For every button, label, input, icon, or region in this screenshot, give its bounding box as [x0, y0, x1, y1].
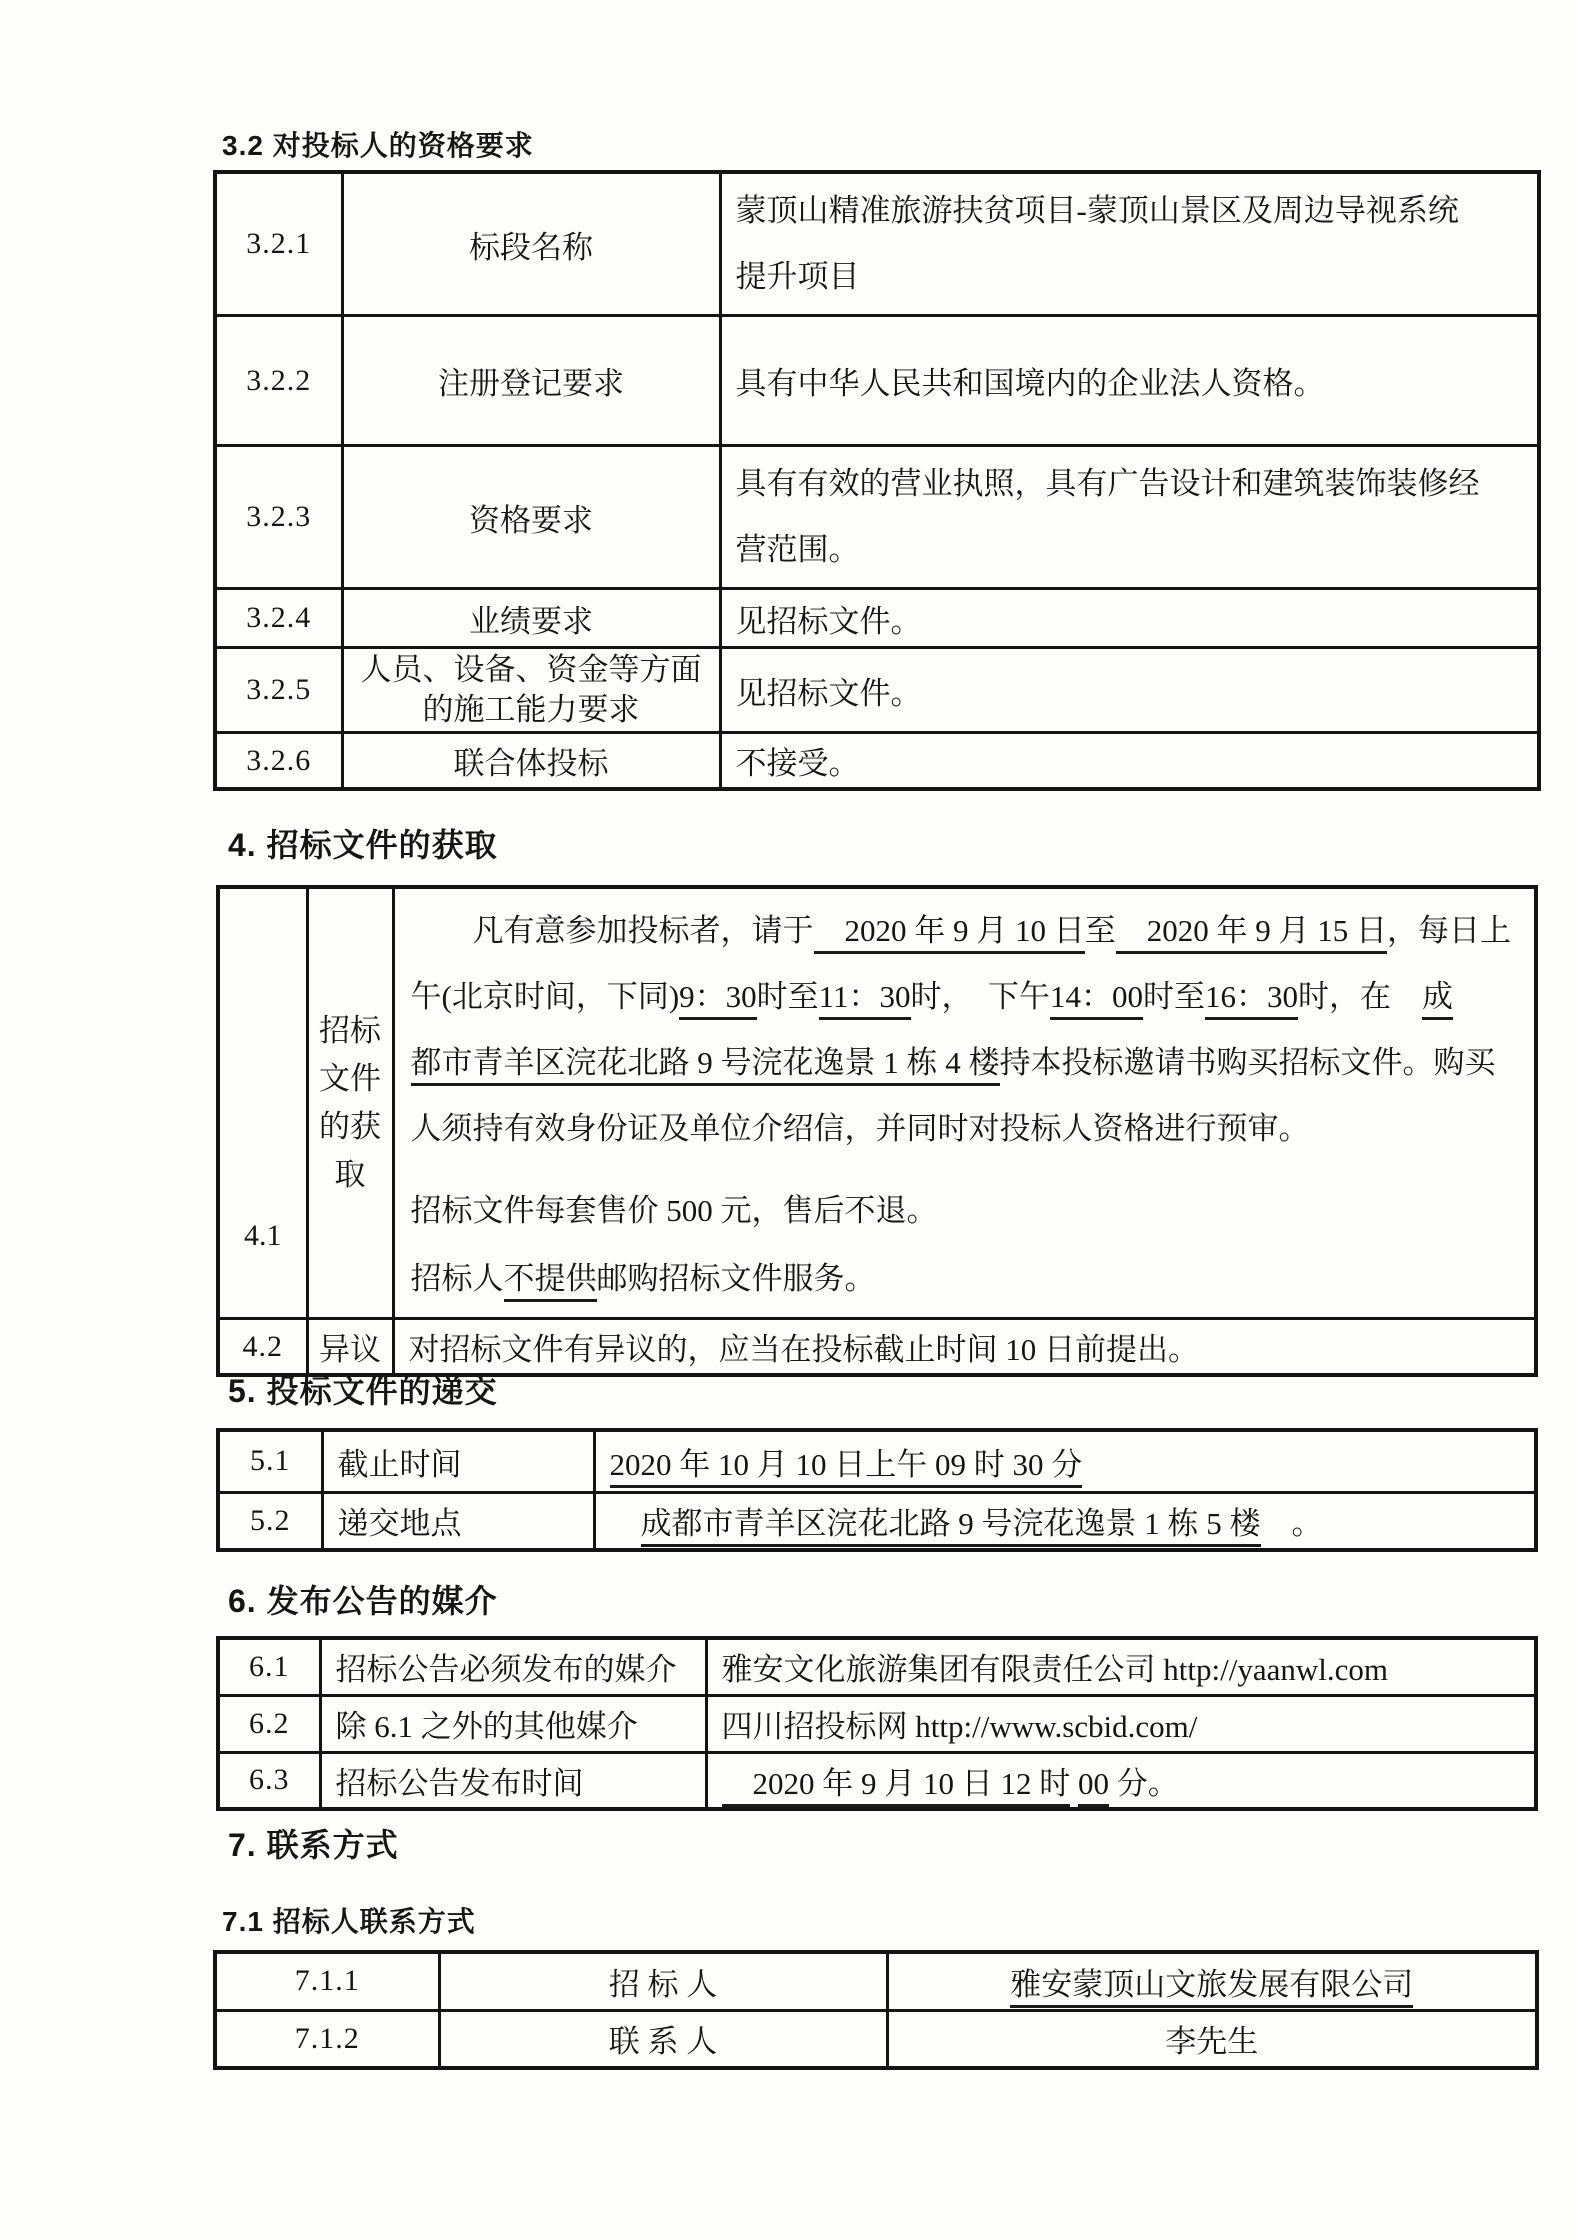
row-label-cell: 注册登记要求 — [342, 316, 720, 446]
row-content-cell: 成都市青羊区浣花北路 9 号浣花逸景 1 栋 5 楼 。 — [594, 1492, 1536, 1550]
row-number-cell: 5.2 — [218, 1492, 322, 1550]
document-acquisition-table — [216, 885, 1538, 1377]
row-number-cell: 3.2.6 — [215, 733, 342, 790]
row-number-cell: 7.1.1 — [215, 1952, 439, 2010]
table-row — [218, 1492, 1536, 1550]
table-row — [215, 446, 1539, 589]
row-number-cell: 3.2.1 — [215, 172, 342, 316]
row-label-cell: 标段名称 — [342, 172, 720, 316]
row-content-cell: 具有有效的营业执照，具有广告设计和建筑装饰装修经 营范围。 — [720, 446, 1539, 589]
table-row — [215, 172, 1539, 316]
bid-submission-table — [216, 1428, 1538, 1552]
row-content-cell: 四川招投标网 http://www.scbid.com/ — [706, 1695, 1536, 1752]
row-label-cell: 招标公告发布时间 — [320, 1752, 706, 1809]
row-number-cell: 6.3 — [218, 1752, 320, 1809]
row-label-cell: 招标文件的获取 — [307, 887, 393, 1319]
table-row — [218, 1695, 1536, 1752]
row-number-cell: 3.2.3 — [215, 446, 342, 589]
row-content-cell: 2020 年 10 月 10 日上午 09 时 30 分 — [594, 1430, 1536, 1492]
row-number-cell: 4.2 — [218, 1319, 307, 1376]
row-label-cell: 截止时间 — [322, 1430, 594, 1492]
paragraph-line: 人须持有效身份证及单位介绍信，并同时对投标人资格进行预审。 — [410, 1111, 1310, 1146]
tenderer-contact-table — [213, 1950, 1539, 2070]
row-number-cell: 3.2.5 — [215, 648, 342, 733]
section-5-heading: 5. 投标文件的递交 — [228, 1373, 498, 1409]
paragraph-line: 招标人不提供邮购招标文件服务。 — [411, 1251, 1523, 1307]
row-content-cell: 雅安文化旅游集团有限责任公司 http://yaanwl.com — [706, 1638, 1536, 1695]
paragraph-line: 午(北京时间，下同)9：30时至11：30时， 下午14：00时至16：30时，在 成 — [411, 969, 1523, 1025]
row-label-cell: 资格要求 — [342, 446, 720, 589]
table-row — [218, 887, 1536, 1319]
row-label-cell: 业绩要求 — [342, 589, 720, 648]
row-number-cell: 7.1.2 — [215, 2010, 439, 2068]
paragraph-line: 招标文件每套售价 500 元，售后不退。 — [410, 1193, 938, 1228]
table-row — [215, 316, 1539, 446]
row-label-cell: 人员、设备、资金等方面 的施工能力要求 — [342, 648, 720, 733]
row-label-cell: 联 系 人 — [439, 2010, 887, 2068]
section-6-heading: 6. 发布公告的媒介 — [228, 1583, 498, 1619]
row-content-cell — [393, 887, 1536, 1319]
section-3-2-heading: 3.2 对投标人的资格要求 — [222, 130, 534, 161]
bidder-qualification-table — [213, 170, 1541, 791]
row-label-cell: 联合体投标 — [342, 733, 720, 790]
row-label-cell: 递交地点 — [322, 1492, 594, 1550]
row-number-cell: 6.1 — [218, 1638, 320, 1695]
row-content-cell: 对招标文件有异议的，应当在投标截止时间 10 日前提出。 — [393, 1319, 1536, 1376]
row-content-cell: 2020 年 9 月 10 日 12 时 00 分。 — [706, 1752, 1536, 1809]
row-content-cell: 李先生 — [887, 2010, 1537, 2068]
row-content-cell: 见招标文件。 — [720, 589, 1539, 648]
table-row — [218, 1638, 1536, 1695]
row-label-cell: 除 6.1 之外的其他媒介 — [320, 1695, 706, 1752]
row-content-cell: 雅安蒙顶山文旅发展有限公司 — [887, 1952, 1537, 2010]
table-row — [215, 733, 1539, 790]
section-7-1-subheading: 7.1 招标人联系方式 — [222, 1906, 476, 1937]
row-label-cell: 招标公告必须发布的媒介 — [320, 1638, 706, 1695]
row-label-cell: 招 标 人 — [439, 1952, 887, 2010]
section-7-heading: 7. 联系方式 — [228, 1827, 399, 1863]
section-4-heading: 4. 招标文件的获取 — [228, 827, 498, 863]
paragraph-line: 凡有意参加投标者，请于 2020 年 9 月 10 日至 2020 年 9 月 15 日，每日上 — [411, 903, 1523, 959]
paragraph-line: 都市青羊区浣花北路 9 号浣花逸景 1 栋 4 楼持本投标邀请书购买招标文件。购买 — [411, 1035, 1523, 1091]
row-number-cell: 4.1 — [218, 887, 307, 1319]
table-row — [218, 1752, 1536, 1809]
row-content-cell: 蒙顶山精准旅游扶贫项目-蒙顶山景区及周边导视系统 提升项目 — [720, 172, 1539, 316]
row-number-cell: 3.2.2 — [215, 316, 342, 446]
row-number-cell: 5.1 — [218, 1430, 322, 1492]
table-row — [215, 648, 1539, 733]
announcement-media-table — [216, 1636, 1538, 1811]
table-row — [218, 1430, 1536, 1492]
row-content-cell: 具有中华人民共和国境内的企业法人资格。 — [720, 316, 1539, 446]
table-row — [215, 1952, 1537, 2010]
row-content-cell: 见招标文件。 — [720, 648, 1539, 733]
row-number-cell: 6.2 — [218, 1695, 320, 1752]
table-row — [215, 2010, 1537, 2068]
row-label-cell: 异议 — [307, 1319, 393, 1376]
row-content-cell: 不接受。 — [720, 733, 1539, 790]
row-number-cell: 3.2.4 — [215, 589, 342, 648]
table-row — [215, 589, 1539, 648]
